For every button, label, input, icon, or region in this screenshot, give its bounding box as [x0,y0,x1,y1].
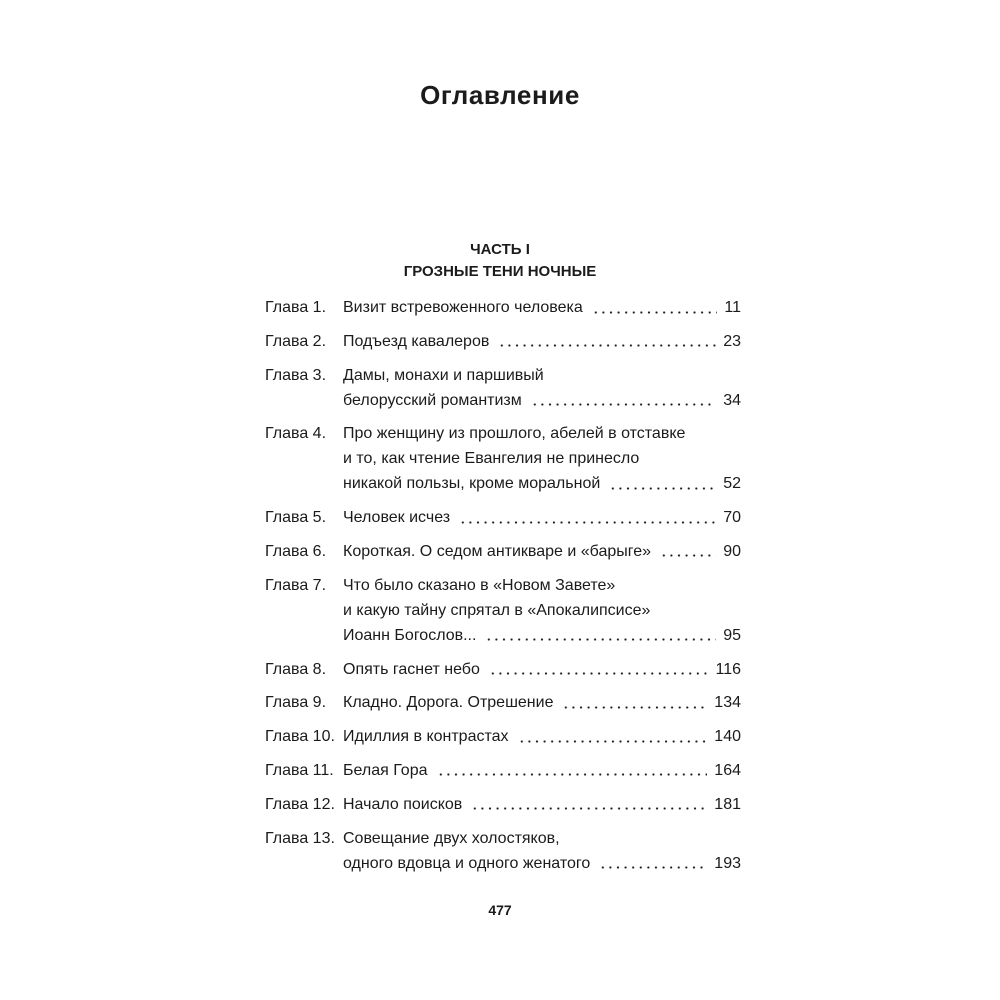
toc-entry-chapter-9 [265,690,741,715]
part-title: ГРОЗНЫЕ ТЕНИ НОЧНЫЕ [403,263,597,280]
chapter-title-block [343,792,741,817]
toc-entry-chapter-1 [265,295,741,320]
toc-entry-chapter-13 [265,826,741,876]
toc-entry-chapter-5 [265,505,741,530]
chapter-page-number: 193 [714,854,741,872]
chapter-page-number: 70 [723,509,741,527]
chapter-title-block [343,690,741,715]
chapter-title-block [343,758,741,783]
chapter-page-number: 90 [723,542,741,560]
part-header [0,239,1000,283]
chapter-title: Короткая. О седом антикваре и «барыге» [343,542,652,560]
chapter-title-line [343,792,741,817]
toc-entry-chapter-3 [265,363,741,413]
dot-leader [660,539,716,564]
dot-leader [609,471,716,496]
chapter-title-line [343,758,741,783]
table-of-contents [265,295,741,884]
chapter-page-number: 52 [723,475,741,493]
chapter-label: Глава 1. [265,299,327,316]
chapter-title: никакой пользы, кроме моральной [343,475,601,493]
chapter-label: Глава 7. [265,576,327,594]
chapter-page-number: 134 [714,694,741,712]
dot-leader [437,758,708,783]
dot-leader [459,505,716,530]
chapter-title-line [343,623,741,648]
chapter-page-number: 11 [724,299,741,316]
chapter-title-block [343,505,741,530]
chapter-label: Глава 2. [265,332,327,350]
chapter-title: Подъезд кавалеров [343,332,490,350]
chapter-label: Глава 5. [265,509,327,527]
dot-leader [518,724,708,749]
chapter-title-block [343,573,741,648]
chapter-title: Опять гаснет небо [343,660,480,678]
chapter-title-line: Дамы, монахи и паршивый [343,366,544,384]
dot-leader [599,851,707,876]
chapter-title: Идиллия в контрастах [343,728,509,746]
chapter-title-line: и какую тайну спрятал в «Апокалипсисе» [343,601,651,619]
chapter-title-line: и то, как чтение Евангелия не принесло [343,450,640,468]
dot-leader [485,623,716,648]
toc-entry-chapter-11 [265,758,741,783]
chapter-title-line: Совещание двух холостяков, [343,829,560,847]
chapter-page-number: 95 [723,626,741,644]
chapter-title: Визит встревоженного человека [343,299,583,316]
chapter-label: Глава 13. [265,829,335,847]
chapter-title-block [343,724,741,749]
chapter-label: Глава 11. [265,761,334,779]
chapter-page-number: 164 [714,761,741,779]
chapter-title-block [343,539,741,564]
chapter-label: Глава 6. [265,542,327,560]
chapter-title-line [343,471,741,496]
chapter-title-block [343,421,741,496]
toc-entry-chapter-7 [265,573,741,648]
dot-leader [471,792,707,817]
dot-leader [562,690,707,715]
chapter-title-line [343,851,741,876]
chapter-title-line [343,388,741,413]
dot-leader [592,295,718,320]
chapter-title-block [343,329,741,354]
chapter-title-line: Про женщину из прошлого, абелей в отставке [343,425,686,443]
dot-leader [489,657,709,682]
chapter-label: Глава 10. [265,728,335,746]
chapter-title: Начало поисков [343,795,463,813]
chapter-title-line [343,295,741,320]
chapter-title-line [343,657,741,682]
chapter-title-line [343,539,741,564]
chapter-title: Иоанн Богослов... [343,626,477,644]
chapter-title-block [343,657,741,682]
chapter-title: Кладно. Дорога. Отрешение [343,694,554,712]
chapter-page-number: 34 [723,391,741,409]
chapter-title: Белая Гора [343,761,428,779]
chapter-label: Глава 8. [265,660,327,678]
chapter-title: белорусский романтизм [343,391,522,409]
page-number: 477 [488,902,512,918]
toc-entry-chapter-12 [265,792,741,817]
dot-leader [531,388,716,413]
toc-entry-chapter-2 [265,329,741,354]
chapter-title-line [343,505,741,530]
chapter-title: Человек исчез [343,509,451,527]
dot-leader [498,329,716,354]
chapter-title-block [343,363,741,413]
chapter-title-line [343,724,741,749]
chapter-title-line [343,690,741,715]
page-title: Оглавление [420,80,580,110]
chapter-title-line: Что было сказано в «Новом Завете» [343,576,616,594]
chapter-page-number: 140 [714,728,741,746]
chapter-title-line [343,329,741,354]
chapter-label: Глава 4. [265,425,327,443]
chapter-label: Глава 9. [265,694,327,712]
toc-entry-chapter-10 [265,724,741,749]
chapter-title: одного вдовца и одного женатого [343,854,591,872]
chapter-label: Глава 3. [265,366,327,384]
toc-entry-chapter-4 [265,421,741,496]
chapter-title-block [343,295,741,320]
chapter-page-number: 116 [715,660,741,678]
part-label: ЧАСТЬ I [470,241,530,258]
chapter-page-number: 23 [723,332,741,350]
chapter-page-number: 181 [714,795,741,813]
chapter-label: Глава 12. [265,795,335,813]
toc-entry-chapter-6 [265,539,741,564]
chapter-title-block [343,826,741,876]
toc-entry-chapter-8 [265,657,741,682]
